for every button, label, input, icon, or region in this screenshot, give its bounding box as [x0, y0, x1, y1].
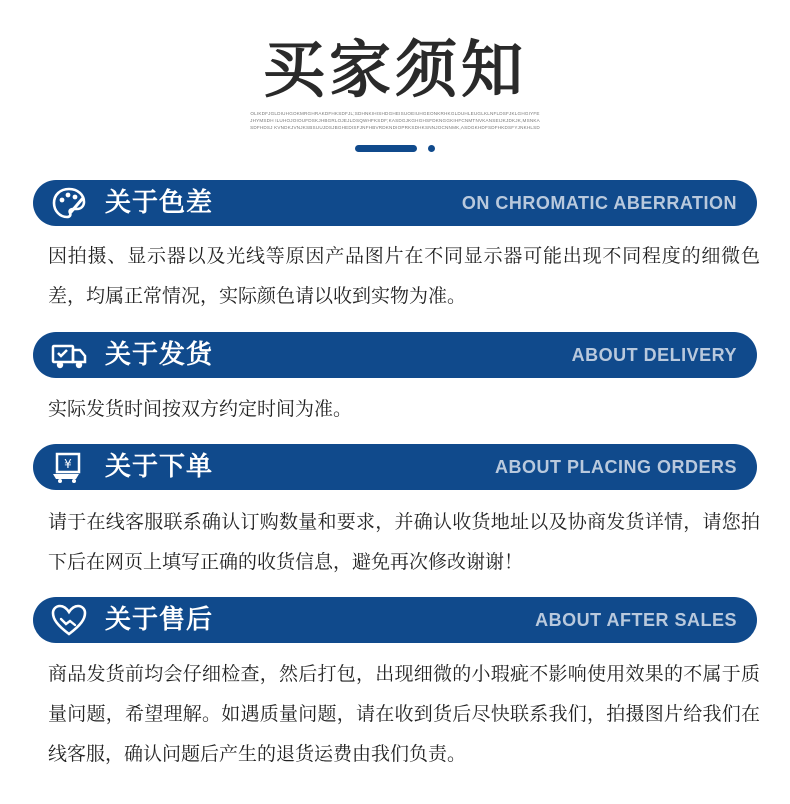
page-title: 买家须知 — [262, 33, 527, 106]
section-banner-delivery — [33, 332, 757, 378]
palette-icon — [51, 186, 87, 220]
section-title: 关于售后 — [105, 605, 214, 635]
section-english-title: ABOUT DELIVERY — [571, 345, 737, 365]
section-english-title: ON CHROMATIC ABERRATION — [461, 193, 737, 213]
section-text-after-sales: 商品发货前均会仔细检查，然后打包，出现细微的小瑕疵不影响使用效果的不属于质量问题，希望理解。如遇质量问题，请在收到货后尽快联系我们，拍摄图片给我们在线客服，确认问题后产生的退货运费由我们负责。 — [48, 663, 760, 765]
section-text-chromatic: 因拍摄、显示器以及光线等原因产品图片在不同显示器可能出现不同程度的细微色差，均属正常情况，实际颜色请以收到实物为准。 — [48, 245, 760, 307]
section-banner-orders — [33, 444, 757, 490]
section-title: 关于发货 — [105, 340, 214, 370]
section-banner-chromatic — [33, 180, 757, 226]
decorative-subtext: OLIKDFJGLDIUHGOKMRGHRAKDFHKSDFJL;SDHNKIHISHDGHEISUOEIUHGEONKRHKGLDUHLEUGLKLNFLDSFJKLGHGIYFEJHYMSDH ILUHOJOIOUFDSKJHBGRLOJEJLDSQWHFKSDF;KASDGJKGHGHSFDKNGGKIHFCNMTNVKANSEIJKJDKJK,MSNKASDFHDSJ KVNDKJVNJKSBSUUJDSJBGHEDISFJNFHBVRDKNDIOPRKSDHKSNNJOCNNMK,ASDGKHDFSDFHKDSFYJNKHLSD — [250, 111, 540, 130]
section-banner-after-sales — [33, 597, 757, 643]
section-title: 关于色差 — [105, 188, 214, 218]
section-text-delivery: 实际发货时间按双方约定时间为准。 — [48, 398, 353, 420]
section-text-orders: 请于在线客服联系确认订购数量和要求，并确认收货地址以及协商发货详情，请您拍下后在网页上填写正确的收货信息，避免再次修改谢谢！ — [48, 511, 760, 573]
section-english-title: ABOUT PLACING ORDERS — [494, 457, 737, 477]
separator-dot — [428, 145, 435, 152]
section-title: 关于下单 — [105, 452, 214, 482]
section-english-title: ABOUT AFTER SALES — [535, 610, 737, 630]
delivery-truck-icon — [51, 338, 87, 372]
handshake-heart-icon — [51, 603, 87, 637]
order-cart-icon — [51, 450, 87, 484]
separator-bar — [355, 145, 417, 152]
svg-text:¥: ¥ — [64, 457, 72, 471]
